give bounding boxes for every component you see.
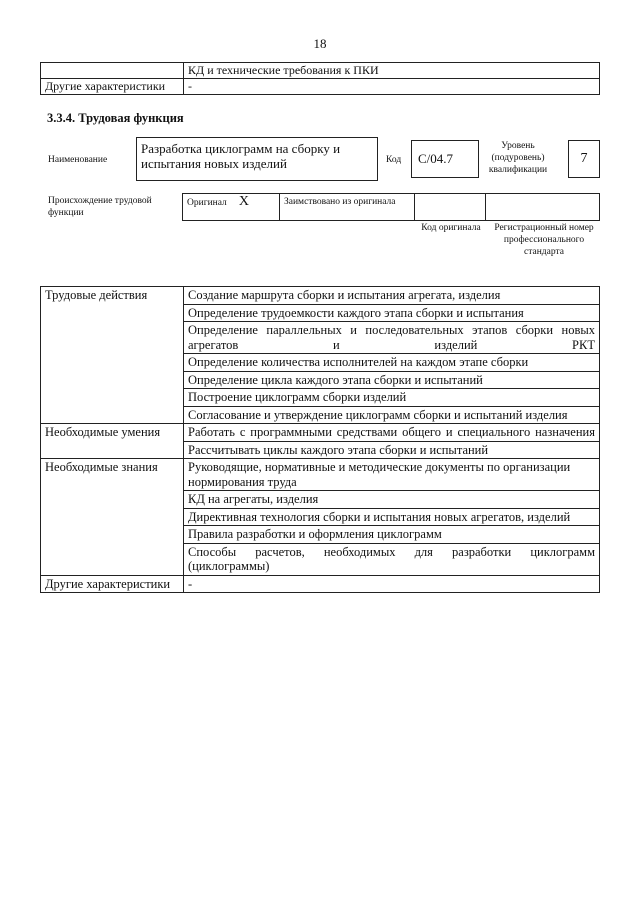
table-cell: Определение параллельных и последовательных этапов сборки новых агрегатов и изделий РКТ [184,322,600,354]
table-row [41,575,600,593]
code-label: Код [386,155,402,165]
table-cell: Рассчитывать циклы каждого этапа сборки и испытаний [184,441,600,459]
main-table [40,286,600,593]
reg-number-cell [486,194,600,221]
table-cell: Директивная технология сборки и испытания новых агрегатов, изделий [184,508,600,526]
table-row [41,63,600,79]
original-code-label: Код оригинала [421,223,481,233]
table-cell: Правила разработки и оформления циклограмм [184,526,600,544]
original-mark: X [238,194,249,209]
knowledge-label: Необходимые знания [41,459,184,576]
function-code: C/04.7 [411,140,479,178]
table-row [41,424,600,442]
table-cell: Согласование и утверждение циклограмм сборки и испытаний изделия [184,406,600,424]
section-title: 3.3.4. Трудовая функция [47,111,184,125]
original-label: Оригинал [187,198,227,208]
labor-actions-label: Трудовые действия [41,287,184,424]
table-cell: Создание маршрута сборки и испытания агрегата, изделия [184,287,600,305]
borrowed-label: Заимствовано из оригинала [280,194,415,221]
page-number: 18 [313,36,327,51]
table-row [41,287,600,305]
original-code-cell [415,194,486,221]
name-label: Наименование [48,155,108,165]
table-row [183,194,600,221]
table-cell: КД и технические требования к ПКИ [184,63,600,79]
table-cell: Работать с программными средствами общего и специального назначения [184,424,600,442]
function-name: Разработка циклограмм на сборку и испытания новых изделий [136,137,378,181]
table-cell [41,63,184,79]
table-cell: Определение количества исполнителей на каждом этапе сборки [184,354,600,372]
skills-label: Необходимые умения [41,424,184,459]
table-cell: Определение трудоемкости каждого этапа сборки и испытания [184,304,600,322]
origin-table [182,193,600,221]
table-cell: КД на агрегаты, изделия [184,491,600,509]
reg-number-label: Регистрационный номер профессионального стандарта [494,223,594,257]
origin-label: Происхождение трудовой функции [48,196,152,218]
level-label: Уровень (подуровень) квалификации [488,141,548,175]
table-cell: Способы расчетов, необходимых для разработки циклограмм (циклограммы) [184,543,600,575]
table-cell: Руководящие, нормативные и методические документы по организации нормирования труда [184,459,600,491]
level-value: 7 [568,140,600,178]
table-row [41,79,600,95]
other-label: Другие характеристики [41,575,184,593]
table-cell: Определение цикла каждого этапа сборки и испытаний [184,371,600,389]
table-cell: - [184,79,600,95]
original-cell [183,194,280,221]
table-cell: Построение циклограмм сборки изделий [184,389,600,407]
top-table [40,62,600,95]
table-cell: Другие характеристики [41,79,184,95]
table-row [41,459,600,491]
table-cell: - [184,575,600,593]
